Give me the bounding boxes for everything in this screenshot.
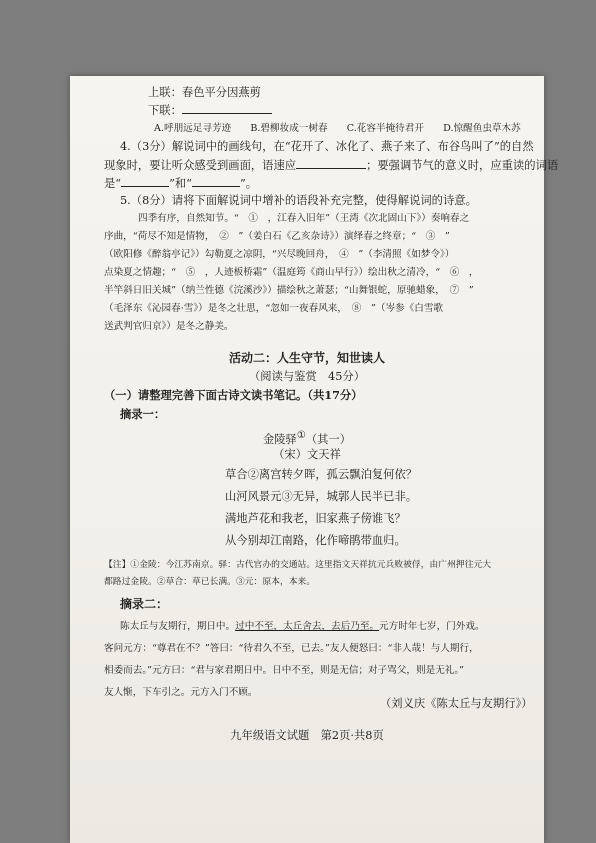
excerpt2-line4: 友人惭，下车引之。元方入门不顾。 [104, 687, 258, 698]
activity2-title: 活动二：人生守节，知世读人 [228, 351, 385, 365]
poem-title: 金陵驿①（其一） [262, 430, 352, 446]
q4-line3: 是“ ”和“ ”。 [104, 177, 258, 190]
q5-line5: 点染夏之情趣；“ ⑤ ，人迹板桥霜”（温庭筠《商山早行》）绘出秋之清冷，“ ⑥ ， [104, 267, 479, 278]
q3-lower-couplet: 下联： [148, 103, 272, 118]
q4-line2: 现象时，要让听众感受到画面，语速应 ；要强调节气的意义时，应重读的词语 [104, 159, 559, 172]
q5-line8: 送武判官归京》）是冬之静美。 [104, 321, 234, 332]
poem-note-line2: 都路过金陵。②草合：草已长满。③元：原本，本来。 [104, 577, 316, 587]
excerpt2-heading: 摘录二： [120, 597, 169, 611]
q5-line7: （毛泽东《沁园春·雪》）是冬之壮思，“忽如一夜春风来， ⑧ ”（岑参《白雪歌 [104, 303, 444, 314]
q5-line1: 5.（8分）请将下面解说词中增补的语段补充完整，使得解说词的诗意。 [120, 194, 477, 207]
q5-line6: 半竿斜日旧关城”（纳兰性德《浣溪沙》）描绘秋之萧瑟；“山舞银蛇，原驰蜡象， ⑦ ” [104, 285, 474, 296]
excerpt2-line2: 客问元方：“尊君在不？”答曰：“待君久不至，已去。”友人便怒曰：“非人哉！与人期行， [104, 643, 479, 654]
excerpt2-line3: 相委而去。”元方曰：“君与家君期日中。日中不至，则是无信；对子骂父，则是无礼。” [104, 665, 465, 676]
poem-line: 满地芦花和我老，旧家燕子傍谁飞？ [225, 512, 406, 525]
poem-note-line1: 【注】①金陵：今江苏南京。驿：古代官办的交通站。这里指文天祥抗元兵败被俘，由广州押往元大 [104, 560, 492, 570]
excerpt2-line1: 陈太丘与友期行，期日中。过中不至，太丘舍去，去后乃至。元方时年七岁，门外戏。 [120, 621, 485, 632]
q5-line2: 四季有序，自然知节。“ ① ，江春入旧年”（王湾《次北固山下》）奏响春之 [138, 213, 470, 224]
q3-options: A.呼朋远足寻芳迹 B.碧柳妆成一树春 C.花容半掩待君开 D.惊醒鱼虫草木苏 [154, 123, 521, 134]
excerpt2-source: （刘义庆《陈太丘与友期行》） [380, 697, 533, 710]
exam-page [70, 76, 559, 843]
poem-line: 山河风景元③无异，城郭人民半已非。 [225, 490, 418, 503]
poem-line: 从今别却江南路，化作啼鹃带血归。 [225, 534, 406, 547]
poem-author: （宋）文天祥 [273, 448, 341, 461]
q3-upper-couplet: 上联：春色平分因燕剪 [148, 86, 261, 99]
activity2-subtitle: （阅读与鉴赏 45分） [248, 370, 366, 383]
q4-line1: 4.（3分）解说词中的画线句，在“花开了、冰化了、燕子来了、布谷鸟叫了”的自然 [120, 140, 534, 153]
page-footer: 九年级语文试题 第2页·共8页 [230, 729, 384, 742]
poem-line: 草合②离宫转夕晖，孤云飘泊复何依？ [225, 468, 418, 481]
q5-line4: （欧阳修《醉翁亭记》）勾勒夏之凉阴，“兴尽晚回舟， ④ ”（李清照《如梦令》） [104, 249, 455, 260]
q5-line3: 序曲，“荷尽不知是情物， ② ”（姜白石《乙亥杂诗》）演绎春之终章；“ ③ ” [104, 231, 450, 242]
part1-heading: （一）请整理完善下面古诗文读书笔记。（共17分） [104, 388, 363, 402]
excerpt1-heading: 摘录一： [120, 407, 166, 421]
